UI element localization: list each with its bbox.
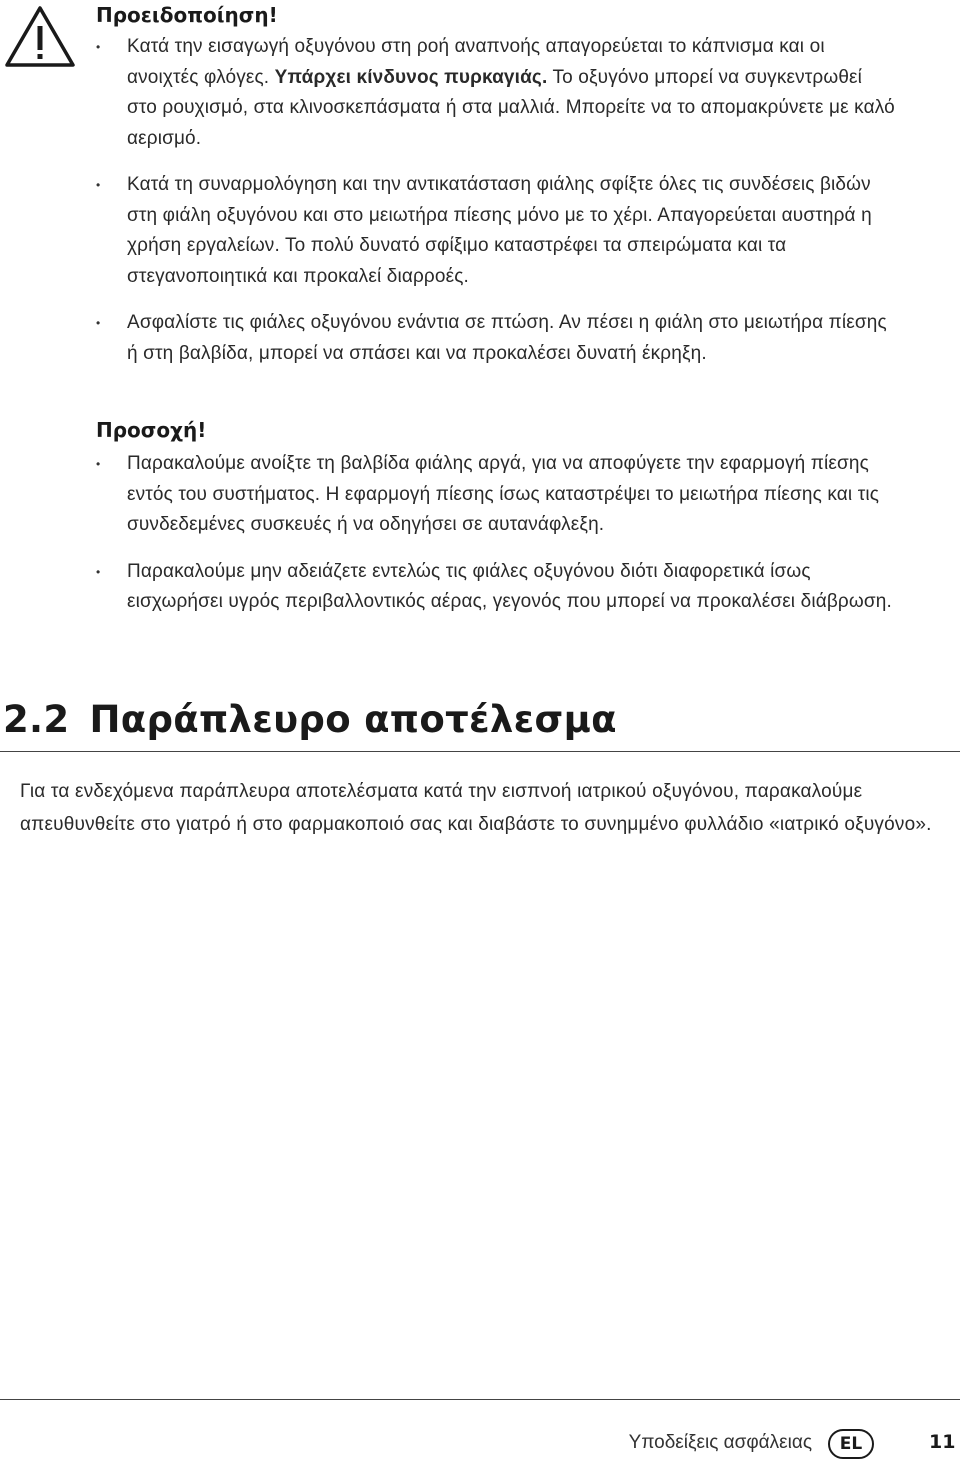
footer-divider <box>0 1399 960 1400</box>
section-title <box>3 690 617 750</box>
warning-triangle-icon <box>4 4 76 68</box>
list-item: • Παρακαλούμε μην αδειάζετε εντελώς τις φιάλες οξυγόνου διότι διαφορετικά ίσως εισχωρήσει υγρός περιβαλλοντικός αέρας, γεγονός που μπορεί να προκαλέσει διάβρωση. <box>96 557 896 618</box>
section-intro: Για τα ενδεχόμενα παράπλευρα αποτελέσματα κατά την εισπνοή ιατρικού οξυγόνου, παρακαλούμε απευθυνθείτε στο γιατρό ή στο φαρμακοποιό σας και διαβάστε το συνημμένο φυλλάδιο «ιατρικό οξυγόνο». <box>20 781 932 835</box>
list-item: • Κατά τη συναρμολόγηση και την αντικατάσταση φιάλης σφίξτε όλες τις συνδέσεις βιδών στη φιάλη οξυγόνου και στο μειωτήρα πίεσης μόνο με το χέρι. Απαγορεύεται αυστηρά η χρήση εργαλείων. Το πολύ δυνατό σφίξιμο καταστρέφει τα σπειρώματα και τα στεγανοποιητικά και προκαλεί διαρροές. <box>96 170 896 292</box>
page-number: 11 <box>929 1431 956 1453</box>
list-item: • Ασφαλίστε τις φιάλες οξυγόνου ενάντια σε πτώση. Αν πέσει η φιάλη στο μειωτήρα πίεσης ή στη βαλβίδα, μπορεί να σπάσει και να προκαλέσει δυνατή έκρηξη. <box>96 308 896 369</box>
section-divider <box>0 751 960 752</box>
caution-heading: Προσοχή! <box>96 418 207 442</box>
section-title-text: Παράπλευρο αποτέλεσμα <box>89 698 617 741</box>
section-number: 2.2 <box>3 698 70 741</box>
caution-list <box>96 449 896 634</box>
footer-title: Υποδείξεις ασφάλειας <box>628 1432 812 1453</box>
warning-heading: Προειδοποίηση! <box>96 3 278 27</box>
language-badge: EL <box>828 1429 874 1459</box>
fire-hazard-text: Υπάρχει κίνδυνος πυρκαγιάς. <box>274 66 548 88</box>
list-item: • Κατά την εισαγωγή οξυγόνου στη ροή αναπνοής απαγορεύεται το κάπνισμα και οι ανοιχτές φλόγες. Υπάρχει κίνδυνος πυρκαγιάς. Το οξυγόνο μπορεί να συγκεντρωθεί στο ρουχισμό, στα κλινοσκεπάσματα ή στα μαλλιά. Μπορείτε να το απομακρύνετε με καλό αερισμό. <box>96 32 896 154</box>
warning-list <box>96 32 896 385</box>
list-item: • Παρακαλούμε ανοίξτε τη βαλβίδα φιάλης αργά, για να αποφύγετε την εφαρμογή πίεσης εντός του συστήματος. Η εφαρμογή πίεσης ίσως καταστρέψει το μειωτήρα πίεσης και τις συνδεδεμένες συσκευές ή να οδηγήσει σε αυτανάφλεξη. <box>96 449 896 541</box>
